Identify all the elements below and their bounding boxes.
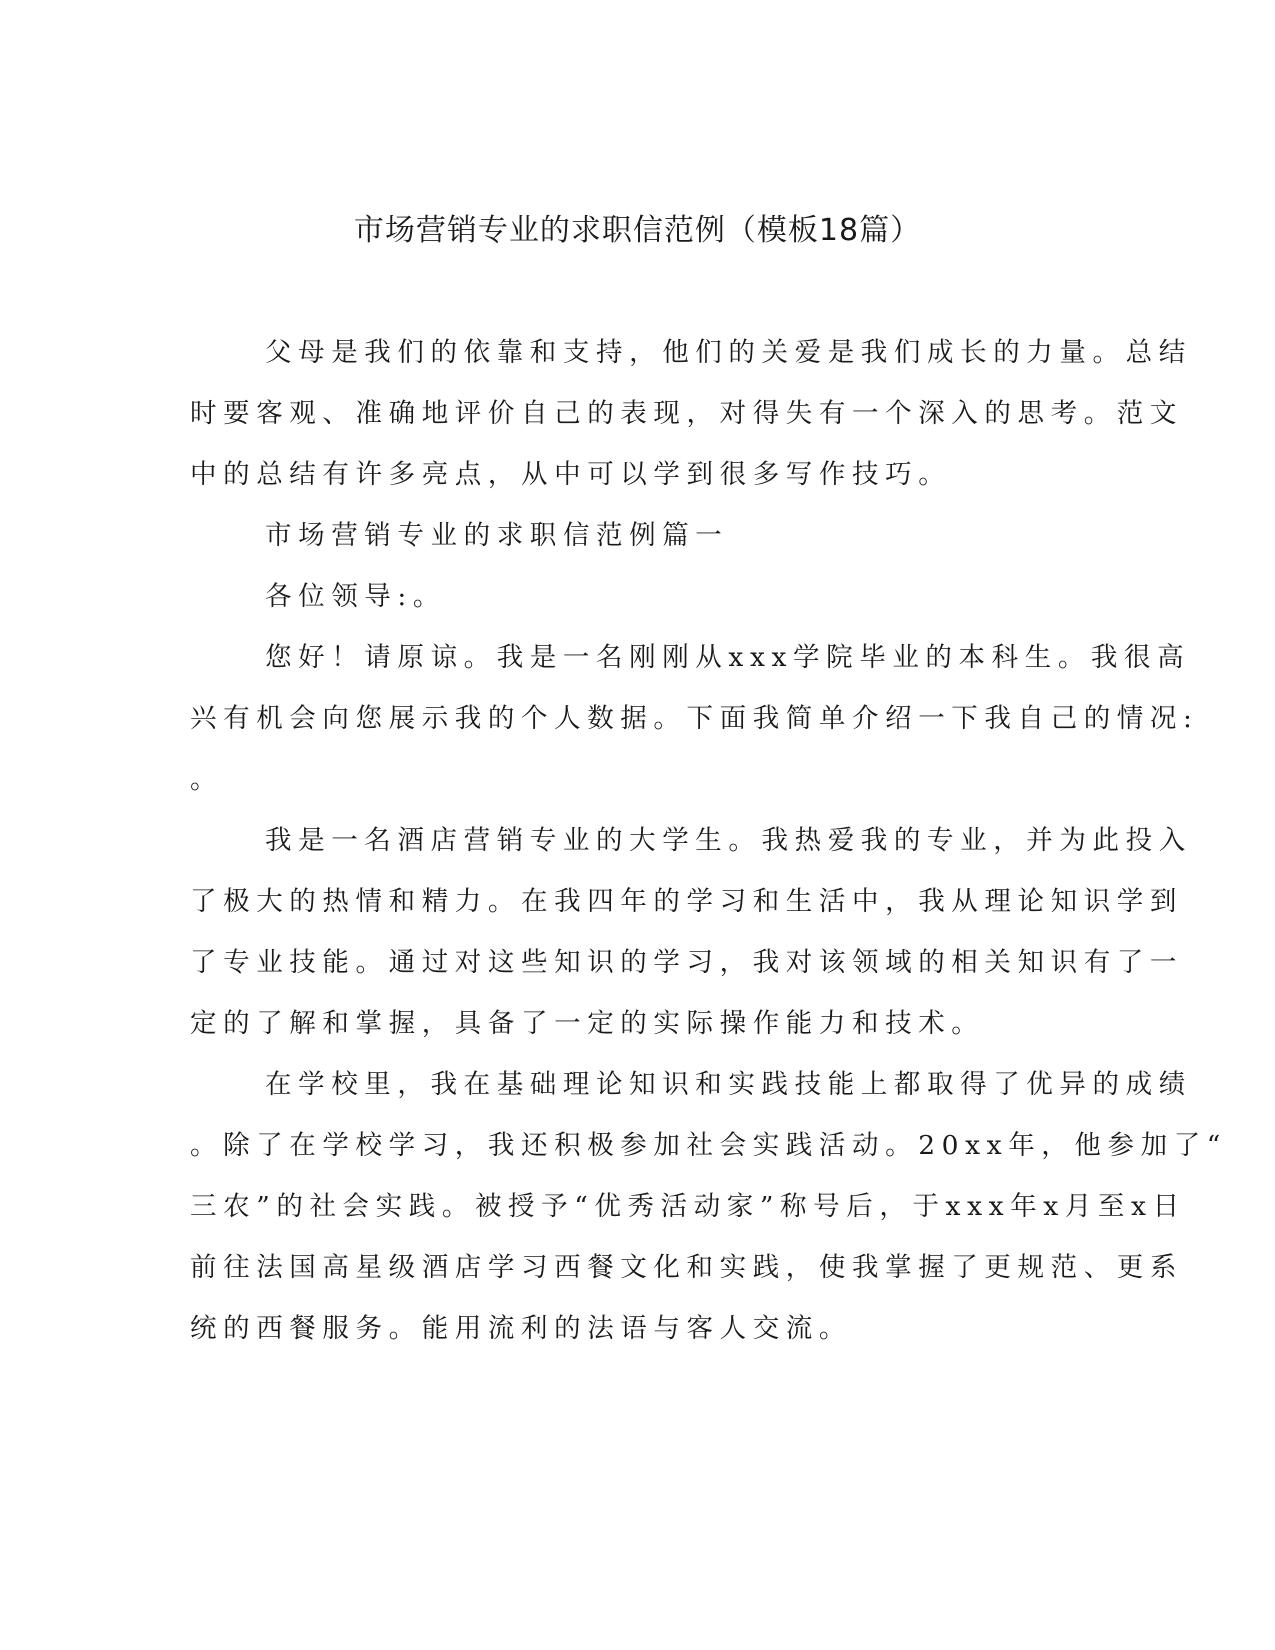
text-line: 。除了在学校学习，我还积极参加社会实践活动。20xx年，他参加了“ xyxy=(190,1130,1227,1161)
paragraph-major xyxy=(190,810,1192,1054)
text-line: 各位领导:。 xyxy=(265,581,447,612)
text-line: 您好！请原谅。我是一名刚刚从xxx学院毕业的本科生。我很高 xyxy=(265,642,1191,673)
page-title: 市场营销专业的求职信范例（模板18篇） xyxy=(353,213,922,248)
paragraph-school xyxy=(190,1054,1227,1359)
text-line: 了专业技能。通过对这些知识的学习，我对该领域的相关知识有了一 xyxy=(190,947,1183,978)
text-line: 三农”的社会实践。被授予“优秀活动家”称号后，于xxx年x月至x日 xyxy=(190,1191,1186,1222)
text-line: 中的总结有许多亮点，从中可以学到很多写作技巧。 xyxy=(190,459,952,490)
text-line: 定的了解和掌握，具备了一定的实际操作能力和技术。 xyxy=(190,1008,985,1039)
text-line: 我是一名酒店营销专业的大学生。我热爱我的专业，并为此投入 xyxy=(265,825,1192,856)
text-line: 市场营销专业的求职信范例篇一 xyxy=(265,520,729,551)
text-line: 在学校里，我在基础理论知识和实践技能上都取得了优异的成绩 xyxy=(265,1069,1192,1100)
text-line: 时要客观、准确地评价自己的表现，对得失有一个深入的思考。范文 xyxy=(190,398,1183,429)
paragraph-greeting xyxy=(190,627,1199,810)
text-line: 前往法国高星级酒店学习西餐文化和实践，使我掌握了更规范、更系 xyxy=(190,1252,1183,1283)
text-line: 了极大的热情和精力。在我四年的学习和生活中，我从理论知识学到 xyxy=(190,886,1183,917)
text-line: 统的西餐服务。能用流利的法语与客人交流。 xyxy=(190,1313,852,1344)
text-line: 父母是我们的依靠和支持，他们的关爱是我们成长的力量。总结 xyxy=(265,337,1192,368)
paragraph-intro xyxy=(190,322,1192,505)
text-line: 兴有机会向您展示我的个人数据。下面我简单介绍一下我自己的情况: xyxy=(190,703,1199,734)
section-heading xyxy=(190,505,1080,566)
document-body xyxy=(190,322,1227,1359)
salutation xyxy=(190,566,1080,627)
text-line: 。 xyxy=(190,764,224,795)
